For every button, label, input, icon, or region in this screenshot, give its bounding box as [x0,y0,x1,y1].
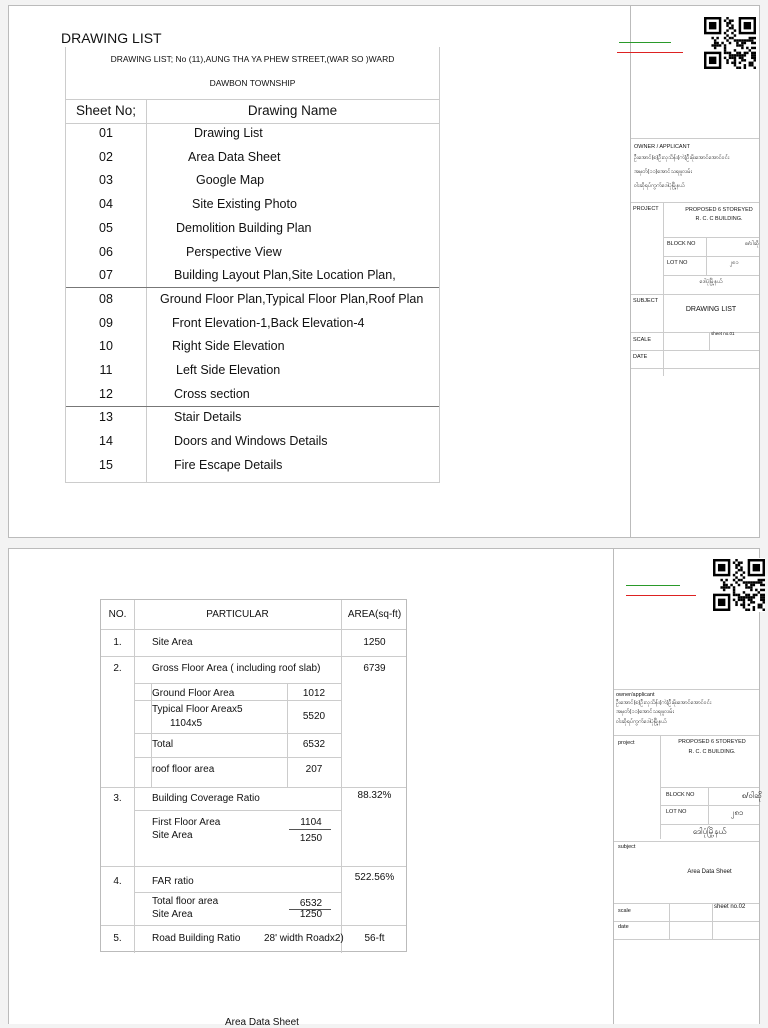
drawing-name: Ground Floor Plan,Typical Floor Plan,Roof Plan [160,291,424,306]
total-value: 6532 [302,739,326,750]
drawing-name: Google Map [196,173,265,188]
sheet-number-2: sheet no.02 [714,904,746,910]
project-label-2: project [618,740,635,746]
date-label: DATE [633,354,648,360]
drawing-sheet-no: 05 [99,220,113,235]
project-label: PROJECT [633,206,659,212]
block-label-2: BLOCK NO [666,792,695,798]
owner-line-2-2: အမှတ်(၁၁)အောင်သရဖူလမ်း [616,709,674,715]
total-label: Total [152,739,174,750]
scale-label: SCALE [633,337,652,343]
drawing-name: Front Elevation-1,Back Elevation-4 [172,315,365,330]
drawing-list-table [65,47,440,483]
scale-label-2: scale [618,908,631,914]
drawing-sheet-no: 04 [99,197,113,212]
typical-floor-value: 5520 [302,711,326,722]
address-line-2: DAWBON TOWNSHIP [209,78,296,88]
first-floor-label: First Floor Area [152,817,221,828]
township-2: ဒေါပုံမြို့နယ် [692,827,727,836]
col-particular: PARTICULAR [206,609,269,620]
item-5-value: 56-ft [364,933,385,944]
lot-value: ၂၈၁ [729,260,739,266]
address-line-1: DRAWING LIST; No (11),AUNG THA YA PHEW STREET,(WAR SO )WARD [110,54,395,64]
item-3-no: 3. [113,793,122,804]
owner-line-3: ဝါးဆိုရပ်ကွက်ဒေါပုံမြို့နယ် [634,183,685,189]
title-block-2 [613,549,762,1024]
drawing-sheet-no: 01 [99,126,113,140]
block-value-2: စ/ဝါဆို [741,791,762,800]
typical-floor-sub: 1104x5 [170,718,203,729]
drawing-name: Stair Details [174,410,242,425]
drawing-list-sheet [8,5,760,538]
item-1-label: Site Area [152,637,193,648]
col-header-drawing-name: Drawing Name [247,103,338,118]
drawing-name: Doors and Windows Details [174,434,328,449]
project-line-2-2: R. C. C BUILDING. [688,749,736,755]
drawing-name: Left Side Elevation [176,363,281,377]
footer-caption: Area Data Sheet [225,1017,299,1028]
drawing-name: Demolition Building Plan [176,220,312,235]
item-3-value: 88.32% [357,790,392,801]
drawing-sheet-no: 15 [99,457,113,472]
drawing-sheet-no: 11 [99,363,113,377]
drawing-sheet-no: 09 [99,315,113,330]
drawing-sheet-no: 10 [99,339,113,354]
owner-line-2: အမှတ်(၁၁)အောင်သရဖူလမ်း [634,169,692,175]
roof-floor-label: roof floor area [152,764,215,775]
item-3-label: Building Coverage Ratio [152,793,260,804]
ground-floor-label: Ground Floor Area [152,688,235,699]
drawing-sheet-no: 14 [99,434,113,449]
item-4-value: 522.56% [354,872,395,883]
title-block [630,6,759,537]
drawing-name: Cross section [174,386,250,401]
drawing-name: Perspective View [186,244,282,259]
project-line-1: PROPOSED 6 STOREYED [685,207,753,213]
drawing-sheet-no: 13 [99,410,113,425]
drawing-name: Right Side Elevation [172,339,285,354]
site-area-2-label: Site Area [152,909,193,920]
col-header-sheet-no: Sheet No; [75,103,137,118]
item-5-label: Road Building Ratio [152,933,241,944]
item-4-label: FAR ratio [152,876,194,887]
sheet-heading: DRAWING LIST [61,30,162,46]
lot-label: LOT NO [667,260,688,266]
sheet-number: sheet no.01 [711,331,735,336]
item-5-no: 5. [113,933,122,944]
drawing-name: Fire Escape Details [174,457,283,472]
item-2-label: Gross Floor Area ( including roof slab) [152,663,321,674]
drawing-sheet-no: 03 [99,173,113,188]
item-2-no: 2. [113,663,122,674]
owner-label-2: owner/applicant [616,692,655,698]
item-5-detail: 28' width Roadx2) [264,933,344,944]
col-area: AREA(sq-ft) [347,609,402,620]
drawing-sheet-no: 06 [99,244,113,259]
typical-floor-label: Typical Floor Areax5 [152,704,243,715]
drawing-name: Drawing List [194,126,263,140]
site-area-2-value: 1250 [299,909,323,920]
area-table [100,599,407,952]
col-no: NO. [108,609,127,620]
township: ဒေါပုံမြို့နယ် [699,279,723,285]
drawing-sheet-no: 12 [99,386,113,401]
drawing-name: Area Data Sheet [188,149,281,164]
qr-code-2 [713,558,765,612]
block-label: BLOCK NO [667,241,696,247]
date-label-2: date [618,924,629,930]
drawing-name: Site Existing Photo [192,197,297,212]
owner-line-1: ဦးအောင်(စ)ဦးလှသိန်း(ကဲ)ဦးမိုးအောင်အောင်ဝင်း [634,155,730,161]
project-line-1-2: PROPOSED 6 STOREYED [678,739,746,745]
project-line-2: R. C. C BUILDING. [695,216,743,222]
item-1-value: 1250 [363,637,386,648]
lot-label-2: LOT NO [666,809,687,815]
drawing-sheet-no: 07 [99,268,113,283]
item-1-no: 1. [113,637,122,648]
first-floor-value: 1104 [300,817,322,828]
item-2-value: 6739 [363,663,386,674]
owner-line-3-2: ဝါးဆိုရပ်ကွက်ဒေါပုံမြို့နယ် [616,719,667,725]
subject-value-2: Area Data Sheet [687,869,732,875]
subject-label-2: subject [618,844,636,850]
ground-floor-value: 1012 [302,688,326,699]
item-4-no: 4. [113,876,122,887]
roof-floor-value: 207 [305,764,323,775]
total-floor-area-label: Total floor area [152,896,219,907]
owner-line-1-2: ဦးအောင်(စ)ဦးလှသိန်း(ကဲ)ဦးမိုးအောင်အောင်ဝင်း [616,700,712,706]
drawing-sheet-no: 02 [99,149,113,164]
drawing-sheet-no: 08 [99,291,113,306]
qr-code [704,16,756,70]
site-area-label: Site Area [152,830,193,841]
block-value: စ/ဝါဆို [745,241,759,247]
owner-label: OWNER / APPLICANT [634,144,690,150]
drawing-name: Building Layout Plan,Site Location Plan, [174,268,396,283]
subject-value: DRAWING LIST [685,306,737,313]
lot-value-2: ၂၈၁ [730,808,744,817]
subject-label: SUBJECT [633,298,659,304]
total-floor-area-value: 6532 [299,898,323,909]
site-area-value: 1250 [299,833,323,844]
area-data-sheet [8,548,762,1028]
